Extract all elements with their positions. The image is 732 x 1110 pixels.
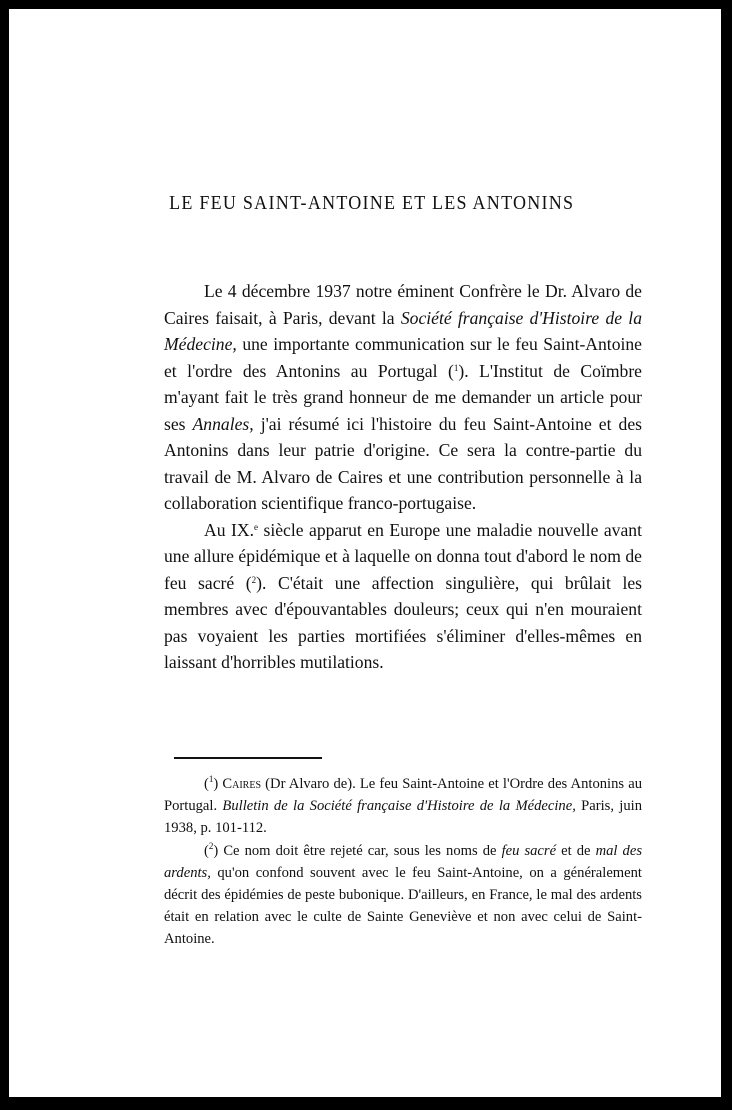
footnote-1-mark: 1	[208, 774, 214, 784]
footnote-1-text-a: (Dr Alvaro de). Le feu Saint-Antoine et l'Ordre des Antonins au Portugal.	[164, 776, 642, 814]
footnote-2-text-c: qu'on confond souvent avec le feu Saint-Antoine, on a généralement décrit des épidémies de peste bubonique. D'ailleurs, en France, le mal des ardents était en relation avec le culte de Sainte Geneviève et non avec celui de Saint-Antoine.	[164, 865, 642, 947]
footnote-ref-2: 2	[251, 574, 257, 585]
page	[9, 9, 721, 1097]
footnote-1: ($^1$) Caires (Dr Alvaro de). Le feu Saint-Antoine et l'Ordre des Antonins au Portugal. Bulletin de la Société française d'Histoire de la Médecine, Paris, juin 1938, p. 101-112.	[164, 774, 642, 836]
footnote-2-term-2: mal des ardents,	[164, 843, 643, 881]
paragraph-2	[164, 517, 642, 676]
footnote-1-journal: Bulletin de la Société française d'Histoire de la Médecine,	[222, 798, 576, 814]
footnote-1-text-b: Paris, juin 1938, p. 101-112.	[164, 798, 642, 836]
footnote-ref-1: 1	[453, 362, 459, 373]
society-name: Société française d'Histoire de la Médecine,	[164, 307, 642, 354]
article-body	[164, 278, 642, 676]
paragraph-1-text-a: Le 4 décembre 1937 notre éminent Confrère le Dr. Alvaro de Caires faisait, à Paris, devant la	[164, 281, 642, 328]
paragraph-1-text-d: j'ai résumé ici l'histoire du feu Saint-Antoine et des Antonins dans leur patrie d'origine. Ce sera la contre-partie du travail de M. Alvaro de Caires et une contribution personnelle à la collaboration scientifique franco-portugaise.	[164, 413, 642, 513]
paragraph-2-text-c: ). C'était une affection singulière, qui brûlait les membres avec d'épouvantables douleurs; ceux qui n'en mouraient pas voyaient les parties mortifiées s'éliminer d'elles-mêmes en laissant d'horribles mutilations.	[164, 572, 642, 672]
footnote-2-text-a: Ce nom doit être rejeté car, sous les noms de	[223, 843, 502, 859]
paragraph-1	[164, 278, 642, 517]
footnote-2-text-b: et de	[556, 843, 596, 859]
paragraph-1-text-c: ). L'Institut de Coïmbre m'ayant fait le très grand honneur de me demander un article pour ses	[164, 360, 642, 434]
paragraph-2-text-a: Au IX.	[204, 519, 254, 540]
footnote-1-author: Caires	[222, 776, 262, 792]
footnotes	[164, 773, 642, 951]
paragraph-2-text-b: siècle apparut en Europe une maladie nouvelle avant une allure épidémique et à laquelle on donna tout d'abord le nom de feu sacré (	[164, 519, 642, 593]
paragraph-1-text-b: une importante communication sur le feu Saint-Antoine et l'ordre des Antonins au Portugal (	[164, 334, 642, 381]
footnote-2-term-1: feu sacré	[501, 843, 557, 859]
century-ordinal: e	[253, 521, 258, 532]
footnote-2-mark: 2	[208, 841, 214, 851]
journal-name: Annales,	[192, 413, 254, 434]
article-title: LE FEU SAINT-ANTOINE ET LES ANTONINS	[169, 192, 575, 214]
footnote-divider	[174, 757, 322, 759]
footnote-2: ($^2$) Ce nom doit être rejeté car, sous les noms de feu sacré et de mal des ardents, qu'on confond souvent avec le feu Saint-Antoine, on a généralement décrit des épidémies de peste bubonique. D'ailleurs, en France, le mal des ardents était en relation avec le culte de Sainte Geneviève et non avec celui de Saint-Antoine.	[164, 841, 643, 947]
